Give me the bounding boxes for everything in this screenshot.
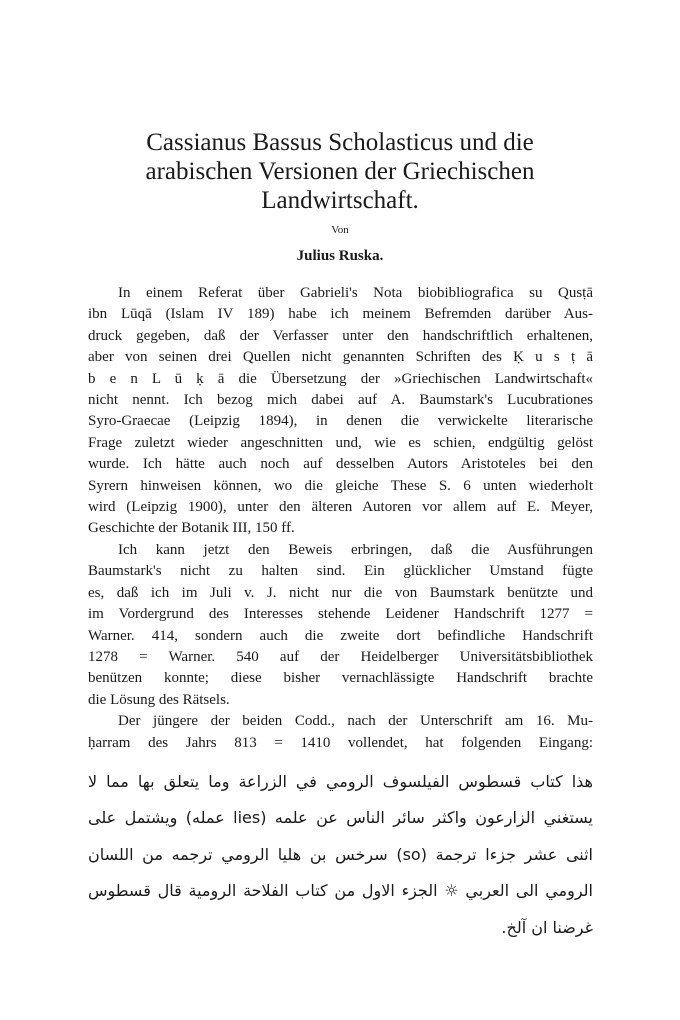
text-line: Syrern hinweisen können, wo die gleiche These S. 6 unten wiederholt <box>88 477 593 494</box>
arabic-line: غرضنا ان آلخ. <box>501 917 593 937</box>
text-line: ḥarram des Jahrs 813 = 1410 vollendet, hat folgenden Eingang: <box>88 734 593 751</box>
page-content <box>0 128 680 946</box>
title-line: arabischen Versionen der Griechischen <box>145 158 535 185</box>
text-line: ibn Lūqā (Islam IV 189) habe ich meinem Befremden darüber Aus- <box>88 306 593 323</box>
text-line: wurde. Ich hätte auch noch auf desselben Autors Aristoteles bei den <box>88 456 593 473</box>
text-line: benützen konnte; diese bisher vernachlässigte Handschrift brachte <box>88 670 593 687</box>
text-line: Syro-Graecae (Leipzig 1894), in denen die verwickelte literarische <box>88 413 593 430</box>
text-line: aber von seinen drei Quellen nicht genannten Schriften des Ḳ u s ṭ ā <box>88 349 593 366</box>
text-line: Ich kann jetzt den Beweis erbringen, daß die Ausführungen <box>118 541 593 558</box>
text-line: nicht nennt. Ich bezog mich dabei auf A. Baumstark's Lucubrationes <box>88 392 593 409</box>
text-line: druck gegeben, daß der Verfasser unter den handschriftlich erhaltenen, <box>88 327 593 344</box>
text-line: Frage zuletzt wieder angeschnitten und, wie es schien, endgültig gelöst <box>88 434 593 451</box>
text-line: 1278 = Warner. 540 auf der Heidelberger Universitätsbibliothek <box>88 648 593 665</box>
text-line: wird (Leipzig 1900), unter den älteren Autoren vor allem auf E. Meyer, <box>88 499 593 516</box>
author-name: Julius Ruska. <box>296 248 384 264</box>
byline-von: Von <box>331 224 349 236</box>
arabic-quotation <box>88 764 593 947</box>
arabic-line: يستغني الزارعون واكثر سائر الناس عن علمه (lies عمله) ويشتمل على <box>88 808 594 828</box>
title-line: Landwirtschaft. <box>261 187 419 214</box>
text-line: Geschichte der Botanik III, 150 ff. <box>88 520 295 537</box>
text-line: im Vordergrund des Interesses stehende Leidener Handschrift 1277 = <box>88 606 593 623</box>
text-line: Baumstark's nicht zu halten sind. Ein glücklicher Umstand fügte <box>88 563 593 580</box>
text-line: b e n L ū ḳ ā die Übersetzung der »Griechischen Landwirtschaft« <box>88 370 593 387</box>
arabic-line: الرومي الى العربي ☼ الجزء الاول من كتاب الفلاحة الرومية قال قسطوس <box>88 881 593 901</box>
text-line: Warner. 414, sondern auch die zweite dort befindliche Handschrift <box>88 627 593 644</box>
body-text <box>88 283 593 754</box>
arabic-line: اثنى عشر جزءا ترجمة (so) سرخس بن هليا الرومي ترجمه من اللسان <box>88 844 594 864</box>
arabic-line: هذا كتاب قسطوس الفيلسوف الرومي في الزراعة وما يتعلق بها مما لا <box>88 771 593 791</box>
text-line: es, daß ich im Juli v. J. nicht nur die von Baumstark benützte und <box>88 584 593 601</box>
article-title <box>0 128 680 215</box>
text-line: die Lösung des Rätsels. <box>88 691 230 708</box>
text-line: Der jüngere der beiden Codd., nach der Unterschrift am 16. Mu- <box>118 713 593 730</box>
title-line: Cassianus Bassus Scholasticus und die <box>146 129 534 156</box>
text-line: In einem Referat über Gabrieli's Nota biobibliografica su Qusṭā <box>118 285 593 301</box>
